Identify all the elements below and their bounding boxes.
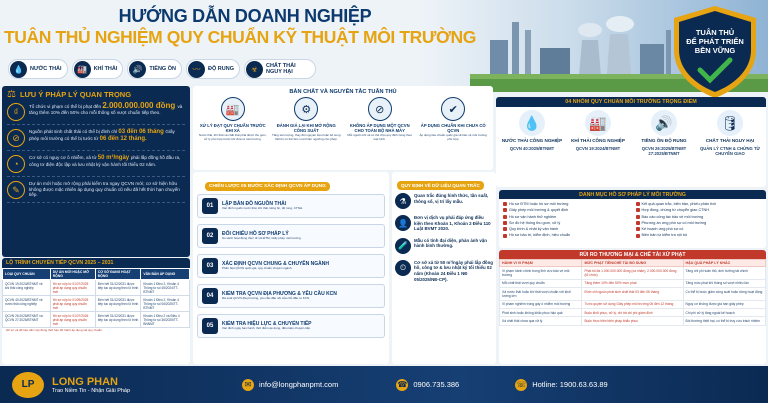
principle-title: KHÔNG ÁP DỤNG MỘT QCVN CHO TOÀN BỘ NHÀ MÁY xyxy=(349,123,410,133)
risk-cell: Có thể bị buộc giảm công suất hoặc dừng hoạt động xyxy=(683,287,765,300)
strategy-heading: CHIẾN LƯỢC 05 BƯỚC XÁC ĐỊNH QCVN ÁP DỤNG xyxy=(205,182,330,191)
strategy-step xyxy=(197,284,385,308)
brand-slogan: Trao Niềm Tin - Nhận Giải Pháp xyxy=(52,387,131,394)
step-text: So sánh hoạt động thực tế với ĐTM, Giấy phép môi trường. xyxy=(222,236,302,241)
group-code: QCVN 19:2024/BTNMT xyxy=(575,145,621,151)
principles-heading: BẢN CHẤT VÀ NGUYÊN TẮC TUÂN THỦ xyxy=(289,89,397,95)
risk-row xyxy=(500,287,766,300)
roadmap-cell: QCVN 19:2024/BTNMT về khí thải công nghiệp xyxy=(3,280,51,296)
group-code: QCVN 40:2025/BTNMT xyxy=(509,145,555,151)
title-line-1: HƯỚNG DẪN DOANH NGHIỆP xyxy=(118,6,372,26)
groups-panel xyxy=(496,97,766,187)
checkbox-icon xyxy=(503,202,507,206)
stop-icon: ⊘ xyxy=(7,129,25,147)
risk-cell: Buộc thực hiện biện pháp khắc phục xyxy=(582,317,683,325)
header-tag-label: ĐỘ RUNG xyxy=(208,66,234,72)
checkbox-icon xyxy=(636,227,640,231)
risk-col-header: HÀNH VI VI PHẠM xyxy=(500,260,582,267)
header-tag-label: CHẤT THẢI NGUY HẠI xyxy=(265,63,296,75)
step-number: 04 xyxy=(202,288,218,304)
shield-line-1: TUÂN THỦ xyxy=(695,28,735,37)
monitoring-text: Cơ sở xả từ 50 m³/ngày phải lắp đồng hồ, công tơ & lưu nhật ký tối thiểu 02 năm (Khoản 24 Điều 1 NĐ 05/2025/NĐ-CP). xyxy=(414,259,493,282)
gauge-icon: ◔ xyxy=(7,155,25,173)
step-title: ĐỐI CHIẾU HỒ SƠ PHÁP LÝ xyxy=(222,231,289,238)
step-title: KIỂM TRA QCVN ĐỊA PHƯƠNG & YÊU CẦU KCN xyxy=(222,291,337,298)
person-icon: 👤 xyxy=(395,215,411,231)
group-code: QUẢN LÝ CTNH & CHỨNG TỪ CHUYỂN GIAO xyxy=(700,145,760,156)
header-tag xyxy=(8,59,68,79)
legal-heading: ⚖ LƯU Ý PHÁP LÝ QUAN TRỌNG xyxy=(7,89,132,100)
step-title: LẬP BẢN ĐỒ NGUỒN THẢI xyxy=(222,201,287,208)
roadmap-table xyxy=(2,268,190,328)
roadmap-cell: Đến hết 31/12/2031 được tiếp tục áp dụng theo lộ trình xyxy=(95,312,141,328)
risk-row xyxy=(500,267,766,280)
group-card xyxy=(567,110,629,156)
risk-cell: Đình chỉ nguồn phát sinh chất thải 03 đến 06 tháng xyxy=(582,287,683,300)
monitoring-heading: QUY ĐỊNH VỀ DỮ LIỆU QUAN TRẮC xyxy=(397,181,484,190)
group-card xyxy=(501,110,563,156)
principle-title: ÁP DỤNG CHUẨN KHI CHƯA CÓ QCVN xyxy=(420,123,486,133)
money-icon: ₫ xyxy=(7,103,25,121)
checkbox-icon xyxy=(636,215,640,219)
drop-icon: 💧 xyxy=(519,110,545,136)
document-icon: ✎ xyxy=(7,181,25,199)
hazard-icon: ☣ xyxy=(246,61,263,78)
legal-highlight: 03 đến 06 tháng xyxy=(118,129,166,135)
principle-text: Tăng sản lượng, thay đổi nguyên liệu hoặc bổ sung thiết bị có thể làm vượt hiện ngưỡng cho phép. xyxy=(271,133,341,141)
risk-cell: Mỗi chất thải vượt quy chuẩn xyxy=(500,279,582,287)
hotline-icon: ☏ xyxy=(516,379,527,389)
footer-phone[interactable]: 0906.735.386 xyxy=(413,380,460,389)
chimney-icon: 🏭 xyxy=(585,110,611,136)
step-text: Xác định ngày ban hành, thời điểm áp dụng, điều kiện chuyển tiếp. xyxy=(222,326,311,331)
risk-cell: Vi phạm hành chính trong lĩnh vực bảo vệ môi trường xyxy=(500,267,582,280)
checklist-item: Hồ sơ vận hành thử nghiệm xyxy=(503,214,630,220)
principle-text: Mỗi nguồn khí xả có thể chịu quy định riêng theo loại hình. xyxy=(347,133,413,141)
shield-text xyxy=(670,28,760,55)
legal-item: ✎ Dự án mới hoặc mở rộng phải kiểm tra ngay QCVN mới; cơ sở hiện hữu không được mặc nhiên áp dụng quy chuẩn cũ nếu đã hết thời hạn chuyển tiếp. xyxy=(7,181,185,203)
step-number: 01 xyxy=(202,198,218,214)
risk-row xyxy=(500,308,766,316)
principle-text: Áp dụng tiêu chuẩn quốc gia về bảo vệ môi trường phù hợp. xyxy=(419,133,488,141)
footer-hotline[interactable]: Hotline: 1900.63.63.89 xyxy=(532,380,608,389)
group-name: KHÍ THẢI CÔNG NGHIỆP xyxy=(571,138,625,143)
risk-row xyxy=(500,317,766,325)
footer xyxy=(0,366,768,403)
monitoring-item xyxy=(395,260,493,282)
roadmap-col-header: LOẠI QUY CHUẨN xyxy=(3,269,51,280)
checklist-item: Phương án ứng phó sự cố môi trường xyxy=(636,220,763,226)
checklist-item: Kế hoạch ứng phó sự cố xyxy=(636,226,763,232)
checklist-item: Sơ đồ hệ thống thu gom, xử lý xyxy=(503,220,630,226)
flask-icon: ⚗ xyxy=(395,193,411,209)
roadmap-cell: Đến hết 31/12/2031 được tiếp tục áp dụng theo lộ trình xyxy=(95,296,141,312)
monitoring-text: Đơn vị dịch vụ phải đáp ứng điều kiện theo Khoản 1, Khoản 2 Điều 110 Luật BVMT 2020. xyxy=(414,215,491,232)
risk-row xyxy=(500,279,766,287)
risk-cell: Tăng chi phí tuân thủ, ảnh hưởng tài chính xyxy=(683,267,765,280)
strategy-step xyxy=(197,194,385,218)
email-icon: ✉ xyxy=(242,379,254,391)
roadmap-panel xyxy=(2,258,190,364)
water-icon: 💧 xyxy=(10,61,27,78)
roadmap-row xyxy=(3,280,190,296)
checklist-panel xyxy=(499,190,766,248)
checklist-item: Hợp đồng, chứng từ chuyển giao CTNH xyxy=(636,207,763,213)
meter-icon: ⏲ xyxy=(395,260,411,276)
group-name: NƯỚC THẢI CÔNG NGHIỆP xyxy=(501,138,563,143)
checkbox-icon xyxy=(503,234,507,238)
header-tag xyxy=(244,59,316,79)
legal-highlight: 2.000.000.000 đồng xyxy=(102,101,178,110)
checklist-heading: DANH MỤC HỒ SƠ PHÁP LÝ MÔI TRƯỜNG xyxy=(499,190,766,199)
principle-title: ĐÁNH GIÁ LẠI KHI MỞ RỘNG CÔNG SUẤT xyxy=(276,123,336,133)
expand-icon: ⚙ xyxy=(294,97,318,121)
step-number: 05 xyxy=(202,318,218,334)
legal-highlight: 06 đến 12 tháng. xyxy=(99,135,147,142)
header-tag-label: TIẾNG ỒN xyxy=(149,66,176,72)
monitoring-text: Quan trắc đúng hình thức, tần suất, thông số, vị trí lấy mẫu. xyxy=(414,193,489,204)
strategy-step xyxy=(197,224,385,248)
checkbox-icon xyxy=(503,227,507,231)
legal-item: ₫ Tổ chức vi phạm có thể bị phạt đến 2.000.000.000 đồng và tăng thêm 10% đến 50% cho mỗi thông số vượt chuẩn tiếp theo. xyxy=(7,103,185,125)
roadmap-cell: Hồ sơ nộp từ 01/07/2026 phải áp dụng quy chuẩn mới xyxy=(50,312,95,328)
checklist-item: Quy trình & nhật ký vận hành xyxy=(503,226,630,232)
monitoring-panel xyxy=(392,172,496,364)
risk-cell: Nguy cơ không được gia hạn giấy phép xyxy=(683,300,765,308)
strategy-step xyxy=(197,254,385,278)
brand-name: LONG PHAN xyxy=(52,375,118,388)
roadmap-cell: Hồ sơ nộp từ 01/07/2025 phải áp dụng quy chuẩn mới xyxy=(50,280,95,296)
checklist-item: Biên bản tự kiểm tra nội bộ xyxy=(636,232,763,238)
principles-panel xyxy=(193,86,493,170)
checkbox-icon xyxy=(503,221,507,225)
roadmap-cell: Khoản 1 Điều 2, Khoản 4 Thông tư số 06/2025/TT-BTNMT xyxy=(141,296,190,312)
phone-icon: ☎ xyxy=(397,379,408,389)
principle-title: XỬ LÝ ĐẠT QUY CHUẨN TRƯỚC KHI XẢ xyxy=(199,123,266,133)
step-text: Phân biệt QCVN quốc gia, quy chuẩn chuyên ngành. xyxy=(222,266,293,271)
risk-cell: Phát sinh hoặc không khắc phục hậu quả xyxy=(500,308,582,316)
legal-highlight: 50 m³/ngày xyxy=(97,155,131,161)
step-title: XÁC ĐỊNH QCVN CHUNG & CHUYÊN NGÀNH xyxy=(222,261,329,268)
risk-cell: Xả chất thải chưa qua xử lý xyxy=(500,317,582,325)
header-tag-label: KHÍ THẢI xyxy=(93,66,118,72)
principle-card xyxy=(271,97,341,142)
step-number: 02 xyxy=(202,228,218,244)
principle-card xyxy=(345,97,415,142)
checkbox-icon xyxy=(636,221,640,225)
header-tag xyxy=(72,59,124,79)
risk-table xyxy=(499,259,766,326)
roadmap-cell: QCVN 40:2025/BTNMT về nước thải công nghiệp xyxy=(3,296,51,312)
checkbox-icon xyxy=(636,234,640,238)
checkbox-icon xyxy=(636,208,640,212)
roadmap-heading: LỘ TRÌNH CHUYỂN TIẾP QCVN 2025 – 2031 xyxy=(2,258,190,268)
principle-card xyxy=(418,97,488,142)
roadmap-cell: Đến hết 31/12/2031 được tiếp tục áp dụng theo lộ trình xyxy=(95,280,141,296)
roadmap-cell: QCVN 26:2025/BTNMT và QCVN 27:2025/BTNMT xyxy=(3,312,51,328)
step-text: Rà soát QCVN địa phương, yêu cầu đấu nối của chủ đầu tư KCN. xyxy=(222,296,310,301)
risk-cell: Tăng thêm 10% đến 50% mức phạt xyxy=(582,279,683,287)
shield-line-2: ĐỂ PHÁT TRIỂN xyxy=(686,37,744,46)
roadmap-col-header: VĂN BẢN ÁP DỤNG xyxy=(141,269,190,280)
scale-icon: ⚖ xyxy=(7,89,16,100)
group-name: TIẾNG ỒN ĐỘ RUNG xyxy=(641,138,687,143)
group-code: QCVN 26:2025/BTNMT 27:2025/BTNMT xyxy=(641,145,687,156)
legal-item: ◔ Cơ sở có nguy cơ ô nhiễm, xả từ 50 m³/ngày phải lắp đồng hồ đầu ra, công tơ điện độc lập và lưu nhật ký vận hành tối thiểu 02 năm. xyxy=(7,155,185,177)
legal-panel xyxy=(2,86,190,257)
header-tag xyxy=(127,59,182,79)
footer-email[interactable]: info@longphanpmt.com xyxy=(259,380,339,389)
checklist-item: Báo cáo công tác bảo vệ môi trường xyxy=(636,214,763,220)
roadmap-cell: Khoản 1 Điều 2 và Điều 4 Thông tư số 36/2025/TT-BNNMT xyxy=(141,312,190,328)
risk-cell: Tước quyền sử dụng Giấy phép môi trường 06 đến 12 tháng xyxy=(582,300,683,308)
risk-panel xyxy=(499,250,766,364)
checklist-item: Kết quả quan trắc, biên bản, phiếu phân tích xyxy=(636,201,763,207)
sample-icon: 🧪 xyxy=(395,238,411,254)
checklist-item: Hồ sơ bảo trì, kiểm định, hiệu chuẩn xyxy=(503,232,630,238)
factory-treat-icon: 🏭 xyxy=(221,97,245,121)
risk-cell: Vi phạm nghiêm trọng gây ô nhiễm môi trường xyxy=(500,300,582,308)
vibration-icon: 〰 xyxy=(188,61,205,78)
risk-col-header: MỨC PHẠT TIỀN/CHẾ TÀI BỔ SUNG xyxy=(582,260,683,267)
risk-cell: Chi phí xử lý tăng ngoài kế hoạch xyxy=(683,308,765,316)
noise-icon: 🔊 xyxy=(651,110,677,136)
risk-cell: Bồi thường thiệt hại, có thể bị truy cứu trách nhiệm xyxy=(683,317,765,325)
roadmap-note: Hồ sơ và dữ liệu cần nộp đúng thời hạn để tránh áp dụng sai quy chuẩn. xyxy=(6,328,103,332)
risk-heading: RỦI RO THƯƠNG MẠI & CHẾ TÀI XỬ PHẠT xyxy=(499,250,766,259)
groups-heading: 04 NHÓM QUY CHUẨN MÔI TRƯỜNG TRỌNG ĐIỂM xyxy=(496,97,766,107)
logo: LP xyxy=(12,372,44,398)
check-shield-icon: ✔ xyxy=(441,97,465,121)
group-card xyxy=(699,110,761,156)
principle-text: Nước thải, khí thải và chất thải phải được thu gom, xử lý phù hợp trước khi đưa ra môi trường. xyxy=(198,133,267,141)
risk-cell: Buộc khôi phục, xử lý, chi trả chi phí giám định xyxy=(582,308,683,316)
group-card xyxy=(633,110,695,156)
header-tags xyxy=(8,59,470,81)
checklist-item: Giấy phép môi trường & quyết định xyxy=(503,207,630,213)
checkbox-icon xyxy=(636,202,640,206)
roadmap-col-header: CƠ SỞ ĐANG HOẠT ĐỘNG xyxy=(95,269,141,280)
checkbox-icon xyxy=(503,215,507,219)
risk-cell: Phạt tối đa 1.000.000.000 đồng (cá nhân); 2.000.000.000 đồng (tổ chức) xyxy=(582,267,683,280)
roadmap-row xyxy=(3,312,190,328)
step-text: Xác định nguồn nước thải, khí thải, tiếng ồn, độ rung, CTNH. xyxy=(222,206,303,211)
group-name: CHẤT THẢI NGUY HẠI xyxy=(705,138,755,143)
risk-cell: Tăng mức phạt khi thông số vượt nhiều lần xyxy=(683,279,765,287)
checkbox-icon xyxy=(503,208,507,212)
strategy-panel xyxy=(193,172,389,364)
monitoring-text: Mẫu có tính đại diện, phản ánh vận hành bình thường. xyxy=(414,237,487,249)
no-single-icon: ⊘ xyxy=(368,97,392,121)
legal-item: ⊘ Nguồn phát sinh chất thải có thể bị đình chỉ 03 đến 06 tháng Giấy phép môi trường có thể bị tước từ 06 đến 12 tháng. xyxy=(7,129,185,151)
monitoring-item xyxy=(395,215,493,232)
header-tag-label: NƯỚC THẢI xyxy=(30,66,62,72)
monitoring-item xyxy=(395,238,493,254)
risk-col-header: HẬU QUẢ PHÁP LÝ KHÁC xyxy=(683,260,765,267)
step-number: 03 xyxy=(202,258,218,274)
sound-icon: 🔊 xyxy=(129,61,146,78)
checklist-item: Hồ sơ ĐTM hoặc hồ sơ môi trường xyxy=(503,201,630,207)
step-title: KIỂM TRA HIỆU LỰC & CHUYỂN TIẾP xyxy=(222,321,312,328)
shield-line-3: BỀN VỮNG xyxy=(694,46,736,55)
roadmap-cell: Khoản 1 Điều 2, Khoản 4 Thông tư số 45/2024/TT-BTNMT xyxy=(141,280,190,296)
roadmap-cell: Hồ sơ nộp từ 01/09/2025 phải áp dụng quy chuẩn mới xyxy=(50,296,95,312)
strategy-step xyxy=(197,314,385,338)
risk-cell: Xả nước thải hoặc khí thải vượt chuẩn với khối lượng lớn xyxy=(500,287,582,300)
risk-row xyxy=(500,300,766,308)
factory-icon: 🏭 xyxy=(74,61,91,78)
title-line-2: TUÂN THỦ NGHIỆM QUY CHUẨN KỸ THUẬT MÔI TRƯỜNG xyxy=(4,27,476,47)
monitoring-item xyxy=(395,193,493,209)
roadmap-col-header: DỰ ÁN MỚI HOẶC MỞ RỘNG xyxy=(50,269,95,280)
header-tag xyxy=(186,59,240,79)
roadmap-row xyxy=(3,296,190,312)
barrel-icon: 🛢 xyxy=(717,110,743,136)
principle-card xyxy=(198,97,268,142)
